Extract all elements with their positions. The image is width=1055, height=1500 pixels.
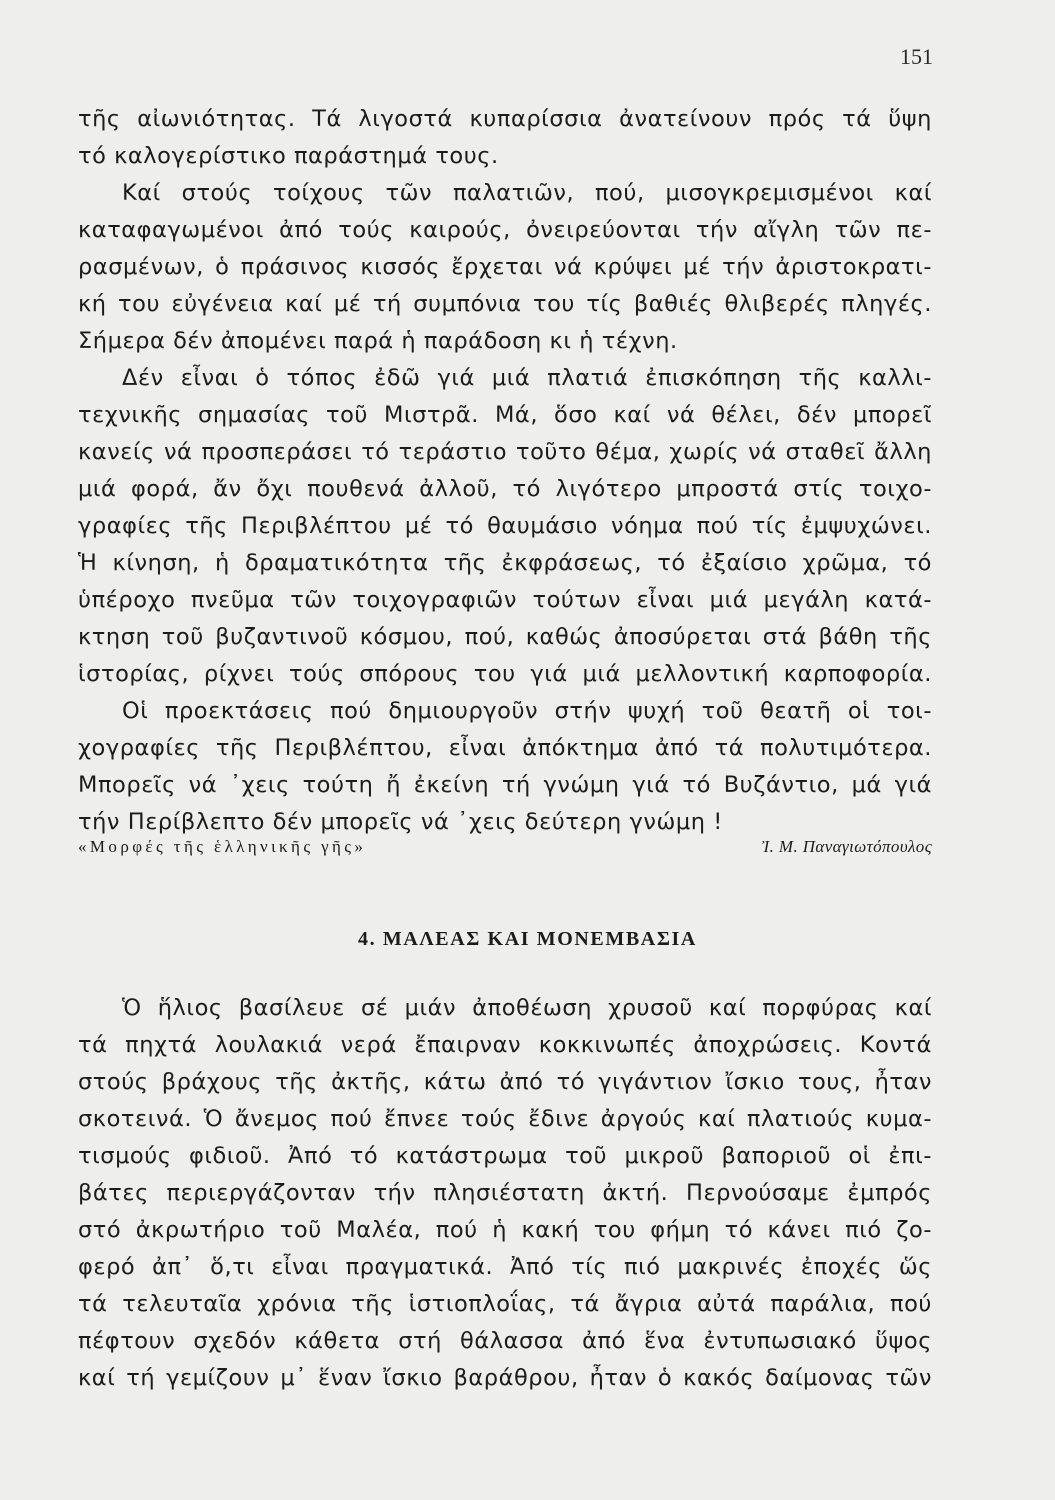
text-line: χογραφίες τῆς Περιβλέπτου, εἶναι ἀπόκτημα ἀπό τά πολυτιμότερα. (78, 735, 932, 761)
text-line: τῆς αἰωνιότητας. Τά λιγοστά κυπαρίσσια ἀνατείνουν πρός τά ὕψη (78, 106, 932, 132)
text-line: τεχνικῆς σημασίας τοῦ Μιστρᾶ. Μά, ὅσο καί νά θέλει, δέν μπορεῖ (78, 402, 932, 428)
text-line: βάτες περιεργάζονταν τήν πλησιέστατη ἀκτή. Περνούσαμε ἐμπρός (78, 1180, 932, 1206)
text-block-maleas (78, 990, 932, 1397)
text-line: Μπορεῖς νά ᾽χεις τούτη ἤ ἐκείνη τή γνώμη γιά τό Βυζάντιο, μά γιά (78, 772, 932, 798)
text-line: Σήμερα δέν ἀπομένει παρά ἡ παράδοση κι ἡ τέχνη. (78, 328, 678, 354)
text-line: πέφτουν σχεδόν κάθετα στή θάλασσα ἀπό ἕνα ἐντυπωσιακό ὕψος (78, 1328, 932, 1354)
text-line: φερό ἀπ᾽ ὅ,τι εἶναι πραγματικά. Ἀπό τίς πιό μακρινές ἐποχές ὥς (78, 1254, 932, 1280)
text-line: κή του εὐγένεια καί μέ τή συμπόνια του τίς βαθιές θλιβερές πληγές. (78, 291, 932, 317)
section-heading: 4. ΜΑΛΕΑΣ ΚΑΙ ΜΟΝΕΜΒΑΣΙΑ (358, 928, 697, 950)
text-line: ρασμένων, ὁ πράσινος κισσός ἔρχεται νά κρύψει μέ τήν ἀριστοκρατι- (78, 254, 932, 280)
attribution-author: Ἰ. Μ. Παναγιωτόπουλος (761, 837, 932, 856)
text-line: τισμούς φιδιοῦ. Ἀπό τό κατάστρωμα τοῦ μικροῦ βαποριοῦ οἱ ἐπι- (78, 1143, 932, 1169)
text-line: κανείς νά προσπεράσει τό τεράστιο τοῦτο θέμα, χωρίς νά σταθεῖ ἄλλη (78, 439, 932, 465)
page-number: 151 (900, 44, 933, 69)
text-line: ὑπέροχο πνεῦμα τῶν τοιχογραφιῶν τούτων εἶναι μιά μεγάλη κατά- (78, 587, 932, 613)
attribution-source: «Μορφές τῆς ἑλληνικῆς γῆς» (78, 837, 367, 856)
text-line: Οἱ προεκτάσεις πού δημιουργοῦν στήν ψυχή τοῦ θεατῆ οἱ τοι- (122, 698, 932, 724)
text-line: σκοτεινά. Ὁ ἄνεμος πού ἔπνεε τούς ἔδινε ἀργούς καί πλατιούς κυμα- (78, 1106, 932, 1132)
text-line: στό ἀκρωτήριο τοῦ Μαλέα, πού ἡ κακή του φήμη τό κάνει πιό ζο- (78, 1217, 932, 1243)
text-line: Ὁ ἥλιος βασίλευε σέ μιάν ἀποθέωση χρυσοῦ καί πορφύρας καί (122, 995, 932, 1021)
text-line: γραφίες τῆς Περιβλέπτου μέ τό θαυμάσιο νόημα πού τίς ἐμψυχώνει. (78, 513, 932, 539)
text-line: καταφαγωμένοι ἀπό τούς καιρούς, ὀνειρεύονται τήν αἴγλη τῶν πε- (78, 217, 932, 243)
text-line: Καί στούς τοίχους τῶν παλατιῶν, πού, μισογκρεμισμένοι καί (122, 180, 932, 206)
text-line: Δέν εἶναι ὁ τόπος ἐδῶ γιά μιά πλατιά ἐπισκόπηση τῆς καλλι- (122, 365, 932, 391)
text-line: μιά φορά, ἄν ὄχι πουθενά ἀλλοῦ, τό λιγότερο μπροστά στίς τοιχο- (78, 476, 932, 502)
text-line: τήν Περίβλεπτο δέν μπορεῖς νά ᾽χεις δεύτερη γνώμη ! (78, 809, 723, 835)
text-line: τά πηχτά λουλακιά νερά ἔπαιρναν κοκκινωπές ἀποχρώσεις. Κοντά (78, 1032, 932, 1058)
text-line: Ἡ κίνηση, ἡ δραματικότητα τῆς ἐκφράσεως, τό ἐξαίσιο χρῶμα, τό (78, 550, 932, 576)
text-block-mistras (78, 101, 932, 841)
quote-attribution (78, 832, 932, 862)
text-line: τό καλογερίστικο παράστημά τους. (78, 143, 499, 169)
text-line: ἱστορίας, ρίχνει τούς σπόρους του γιά μιά μελλοντική καρποφορία. (78, 661, 932, 687)
text-line: τά τελευταῖα χρόνια τῆς ἱστιοπλοΐας, τά ἄγρια αὐτά παράλια, πού (78, 1291, 932, 1317)
text-line: κτηση τοῦ βυζαντινοῦ κόσμου, πού, καθώς ἀποσύρεται στά βάθη τῆς (78, 624, 932, 650)
text-line: στούς βράχους τῆς ἀκτῆς, κάτω ἀπό τό γιγάντιον ἴσκιο τους, ἦταν (78, 1069, 932, 1095)
text-line: καί τή γεμίζουν μ᾽ ἕναν ἴσκιο βαράθρου, ἦταν ὁ κακός δαίμονας τῶν (78, 1365, 932, 1391)
